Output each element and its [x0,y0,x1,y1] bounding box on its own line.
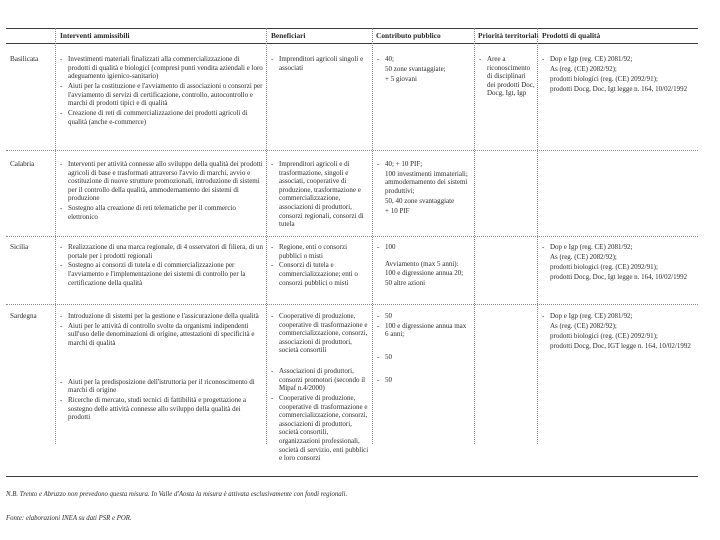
row-sicilia-interventions [59,243,263,289]
list-item: - 50 [376,312,471,321]
header-public-contribution: Contributo pubblico [376,31,441,40]
table-bottom-rule [6,476,698,477]
list-item: - Aiuti per la costituzione e l'avviamento di associazioni o consorzi per l'avviamento di servizi di certificazione, controllo, autocontrollo e marchi di prodotti tipici e di qualità [59,82,263,108]
list-item: - Creazione di reti di commercializzazione dei prodotti agricoli di qualità (anche e-commerce) [59,109,263,126]
list-item: 100 e digressione annua 20; [385,269,464,278]
row-basilicata-interventions [59,55,263,128]
row-basilicata-contribution [376,55,471,85]
list-item: - Investimenti materiali finalizzati alla commercializzazione di prodotti di qualità e biologici (compresi punti vendita aziendali e loro adeguamento igienico-sanitario) [59,55,263,81]
list-item: + 5 giovani [385,74,417,83]
row-sardegna-interventions [59,312,263,423]
list-item: As (reg. (CE) 2082/92); [550,64,617,73]
list-item: Avviamento (max 5 anni): [385,259,459,268]
list-item: - 50 [376,353,471,362]
row-sardegna-beneficiaries [270,312,370,464]
list-item: - Regione, enti o consorzi pubblici o misti [270,243,370,260]
row-calabria-beneficiaries [270,160,370,230]
list-item: prodotti Docg, Doc, IGT legge n. 164, 10/02/1992 [550,341,691,350]
row-sardegna-products [541,312,701,352]
row-divider [6,150,698,151]
list-item: prodotti biologici (reg. (CE) 2092/91); [550,262,658,271]
row-sicilia-contribution [376,243,471,289]
list-item: 50 zone svantaggiate; [385,64,446,73]
list-item: - Dop e Igp (reg. CE) 2081/92; [541,312,701,321]
row-region-basilicata: Basilicata [10,55,39,63]
row-divider [6,236,698,237]
list-item: - Aiuti per le attività di controllo svolte da organismi indipendenti sull'uso delle denominazioni di origine, attestazioni di specificità e marchi di qualità [59,322,263,348]
list-item: prodotti biologici (reg. (CE) 2092/91); [550,74,658,83]
list-item: - Cooperative di produzione, cooperative di trasformazione e commercializzazione, consorzi, associazioni di produttori, società consortili [270,312,370,355]
row-basilicata-products [541,55,701,95]
table-top-rule [6,28,698,29]
footnote-note: N.B. Trento e Abruzzo non prevedono questa misura. In Valle d'Aosta la misura è attivata esclusivamente con fondi regionali. [6,491,348,498]
list-item: - Sostegno alla creazione di reti telematiche per il commercio elettronico [59,204,263,221]
list-item: - 40; [376,55,471,64]
list-item: 50 altre azioni [385,279,426,288]
list-item: + 10 PIF [385,206,410,215]
header-interventions: Interventi ammissibili [60,31,130,40]
header-quality-products: Prodotti di qualità [542,31,601,40]
row-basilicata-beneficiaries [270,55,370,73]
header-beneficiaries: Beneficiari [271,31,306,40]
row-sardegna-contribution [376,312,471,386]
list-item: 100 investimenti immateriali; ammodernamento dei sistemi produttivi; [385,169,468,196]
list-item: - Imprenditori agricoli singoli e associati [270,55,370,72]
list-item: 50, 40 zone svantaggiate [385,196,455,205]
header-territorial-priorities: Priorità territoriali [478,31,539,40]
list-item: - Realizzazione di una marca regionale, di 4 osservatori di filiera, di un portale per i prodotti regionali [59,243,263,260]
row-region-calabria: Calabria [10,160,35,168]
list-item: prodotti Docg, Doc, Igt legge n. 164, 10/02/1992 [550,84,688,93]
list-item: - Associazioni di produttori, consorzi promotori (secondo il Mipaf n.4/2000) [270,367,370,393]
list-item: - 100 e digressione annua max 6 anni; [376,322,471,339]
list-item: As (reg. (CE) 2082/92); [550,252,617,261]
row-sicilia-products [541,243,701,283]
list-item: - Interventi per attività connesse allo sviluppo della qualità dei prodotti agricoli di base e trasformati attraverso l'avvio di marchi, avvio e costituzione di nuove strutture promozionali, introduzione di sistemi per il controllo della qualità, ammodernamento dei sistemi di produzione [59,160,263,203]
row-basilicata-priorities [478,55,535,99]
footnote-source: Fonte: elaborazioni INEA su dati PSR e POR. [6,515,132,522]
row-sicilia-beneficiaries [270,243,370,289]
list-item: - Aiuti per la predisposizione dell'istruttoria per il riconoscimento di marchi di origine [59,378,263,395]
list-item: prodotti Docg, Doc, Igt legge n. 164, 10/02/1992 [550,272,688,281]
list-item: - 100 [376,243,471,252]
row-divider [6,304,698,305]
list-item: - Dop e Igp (reg. CE) 2081/92; [541,55,701,64]
list-item: - Imprenditori agricoli e di trasformazione, singoli e associati, cooperative di produzione, trasformazione e commercializzazione, associazioni di produttori, consorzi regionali, consorzi di tutela [270,160,370,229]
list-item: - Introduzione di sistemi per la gestione e l'assicurazione della qualità [59,312,263,321]
list-item: - 50 [376,376,471,385]
list-item: - Sostegno ai consorzi di tutela e di commercializzazione per l'avviamento e l'implementazione dei sistemi di controllo per la certificazione della qualità [59,261,263,287]
row-calabria-contribution [376,160,471,217]
row-region-sicilia: Sicilia [10,243,29,251]
list-item: - Dop e Igp (reg. CE) 2081/92; [541,243,701,252]
list-item: - Consorzi di tutela e commercializzazione; enti o consorzi pubblici o misti [270,261,370,287]
header-bottom-rule [6,43,698,44]
list-item: - Ricerche di mercato, studi tecnici di fattibilità e progettazione a sostegno delle attività connesse allo sviluppo della qualità dei prodotti [59,396,263,422]
row-region-sardegna: Sardegna [10,312,37,320]
list-item: - 40; + 10 PIF; [376,160,471,169]
list-item: As (reg. (CE) 2082/92); [550,321,617,330]
row-calabria-interventions [59,160,263,223]
list-item: prodotti biologici (reg. (CE) 2092/91); [550,331,658,340]
list-item: - Aree a riconoscimento di disciplinari dei prodotti Doc, Docg, Igt, Igp [478,55,535,98]
list-item: - Cooperative di produzione, cooperative di trasformazione e commercializzazione, consorzi, associazioni di produttori, società consortili, organizzazioni professionali, società di servizio, enti pubblici e loro consorzi [270,394,370,463]
